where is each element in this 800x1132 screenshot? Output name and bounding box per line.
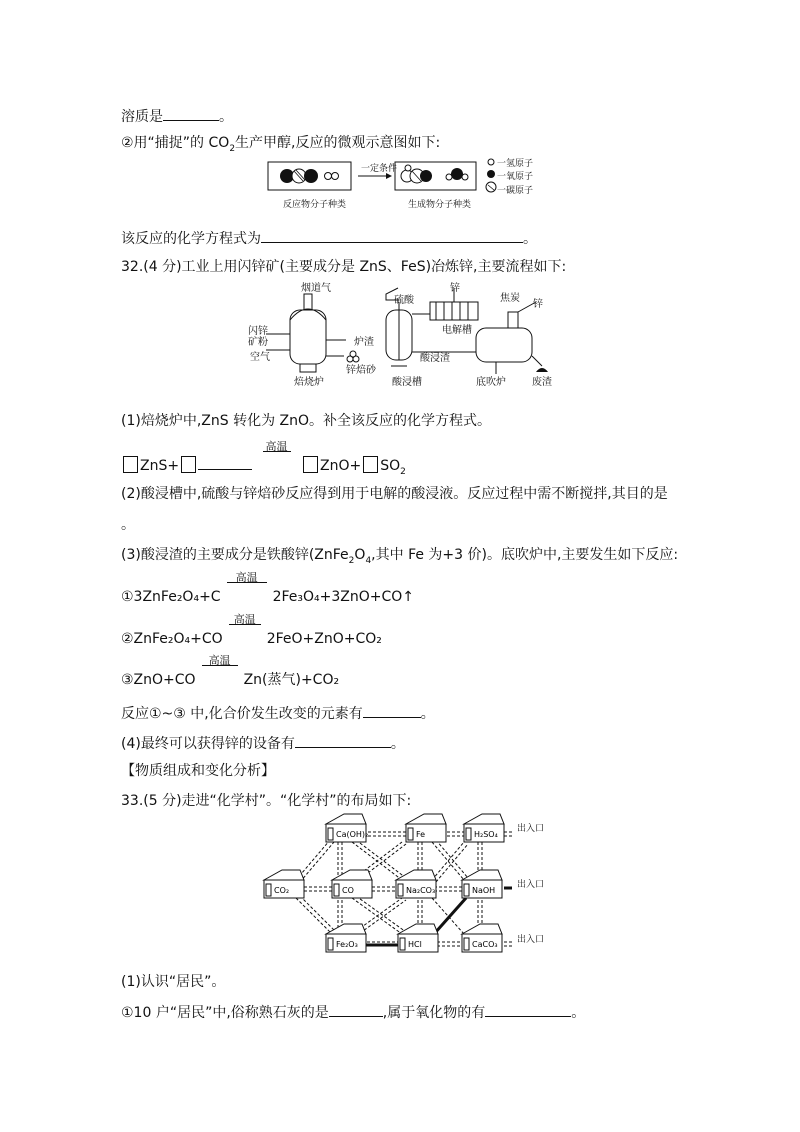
village-house: [396, 870, 436, 898]
q32-part4-text: (4)最终可以获得锌的设备有: [121, 736, 295, 752]
reaction-3: [121, 654, 340, 689]
condition: [223, 613, 267, 643]
solute-text: 溶质是: [121, 109, 163, 125]
flow-label-zinc2: 锌: [533, 299, 543, 310]
house-label: CaCO₃: [472, 940, 498, 949]
answer-blank[interactable]: [163, 106, 219, 121]
answer-blank[interactable]: [363, 703, 421, 718]
exit-label: 出入口: [517, 935, 545, 945]
flow-label-coke: 焦炭: [500, 293, 520, 304]
period: 。: [219, 109, 233, 125]
house-label: CO: [342, 886, 354, 895]
house-label: Fe₂O₃: [336, 940, 358, 949]
condition-label: 高温: [208, 654, 231, 667]
p3-sub2: 4: [365, 555, 372, 566]
reaction-1: [121, 571, 415, 606]
answer-blank[interactable]: [329, 1002, 383, 1017]
condition: [196, 654, 244, 684]
legend-hydrogen: 一氢原子: [497, 159, 534, 169]
p3-a: (3)酸浸渣的主要成分是铁酸锌(ZnFe: [121, 547, 349, 563]
equation-blank[interactable]: [261, 228, 523, 243]
period: 。: [420, 706, 435, 722]
eq-so2: SO: [380, 458, 401, 474]
flow-label-ore: 闪锌矿粉: [248, 326, 268, 348]
exit-label: 出入口: [517, 880, 545, 890]
coef-box[interactable]: [363, 456, 378, 473]
condition-label: 高温: [265, 440, 288, 453]
q32-part4: [121, 733, 405, 753]
flow-label-roaster: 焙烧炉: [294, 377, 324, 388]
legend-carbon: 一碳原子: [497, 186, 534, 196]
item2-text-a: ②用“捕捉”的 CO: [121, 135, 230, 151]
flow-label-fluegas: 烟道气: [301, 283, 331, 294]
house-label: HCl: [408, 940, 422, 949]
item2-sub: 2: [229, 143, 236, 154]
slaked-lime-text: ①10 户“居民”中,俗称熟石灰的是: [121, 1005, 329, 1021]
flow-label-electro: 电解槽: [442, 325, 472, 336]
house-label: H₂SO₄: [474, 830, 498, 839]
item2-text-b: 生产甲醇,反应的微观示意图如下:: [235, 135, 441, 151]
house-label: Fe: [416, 830, 426, 839]
oxide-text: ,属于氧化物的有: [382, 1005, 486, 1021]
left-caption: 反应物分子种类: [283, 200, 347, 210]
flow-label-residue: 酸浸渣: [420, 353, 450, 364]
q32-part2: (2)酸浸槽中,硫酸与锌焙砂反应得到用于电解的酸浸液。反应过程中需不断搅拌,其目的是: [121, 486, 668, 502]
eq-zns: ZnS+: [140, 458, 180, 474]
condition: [257, 440, 297, 470]
flow-label-air: 空气: [250, 352, 270, 363]
exit-label: 出入口: [517, 824, 545, 834]
village-house: [406, 814, 446, 842]
village-house: [264, 870, 304, 898]
condition-label: 高温: [233, 613, 256, 626]
section-heading: 【物质组成和变化分析】: [121, 763, 275, 779]
p3-sub1: 2: [348, 555, 355, 566]
answer-blank[interactable]: [295, 733, 391, 748]
r1-right: 2Fe₃O₄+3ZnO+CO↑: [272, 589, 415, 605]
r3-left: ③ZnO+CO: [121, 672, 196, 688]
eq-zno: ZnO+: [320, 458, 362, 474]
zns-equation: [121, 440, 406, 481]
flow-label-acid: 硫酸: [394, 295, 414, 306]
coef-box[interactable]: [123, 456, 138, 473]
village-house: [464, 814, 504, 842]
r2-right: 2FeO+ZnO+CO₂: [266, 631, 382, 647]
legend-oxygen: 一氧原子: [497, 172, 534, 182]
answer-blank[interactable]: [485, 1002, 571, 1017]
eq-so2-sub: 2: [400, 466, 406, 477]
arrow-label: 一定条件: [361, 164, 398, 174]
house-label: NaOH: [472, 886, 496, 895]
r1-left: ①3ZnFe₂O₄+C: [121, 589, 221, 605]
village-house: [398, 924, 438, 952]
village-house: [462, 924, 502, 952]
equation-prompt: 该反应的化学方程式为: [121, 231, 261, 247]
house-label: Na₂CO₃: [406, 886, 436, 895]
q33-item1: [121, 1002, 585, 1022]
period: 。: [571, 1005, 586, 1021]
period: 。: [523, 231, 537, 247]
q32-part2-end: 。: [121, 517, 135, 533]
village-house: [326, 814, 368, 842]
solute-line: [121, 106, 233, 126]
r2-left: ②ZnFe₂O₄+CO: [121, 631, 223, 647]
q32-part3: [121, 546, 678, 570]
reactant-blank[interactable]: [198, 455, 252, 470]
flow-label-calcine: 锌焙砂: [346, 365, 376, 376]
chemistry-village-diagram: [256, 812, 556, 954]
q32-part1: (1)焙烧炉中,ZnS 转化为 ZnO。补全该反应的化学方程式。: [121, 413, 492, 429]
p3-c: ,其中 Fe 为+3 价)。底吹炉中,主要发生如下反应:: [371, 547, 679, 563]
house-label: CO₂: [274, 886, 290, 895]
valence-change-line: [121, 703, 435, 723]
q31-item2: [121, 134, 440, 158]
q33-part1: (1)认识“居民”。: [121, 974, 226, 990]
condition: [221, 571, 273, 601]
flow-label-leachtank: 酸浸槽: [392, 377, 422, 388]
equation-prompt-line: [121, 228, 537, 248]
flow-label-waste: 废渣: [532, 377, 552, 388]
q32-heading: 32.(4 分)工业上用闪锌矿(主要成分是 ZnS、FeS)冶炼锌,主要流程如下:: [121, 259, 567, 275]
flow-label-slag: 炉渣: [354, 337, 374, 348]
house-label: Ca(OH)₂: [336, 830, 369, 839]
coef-box[interactable]: [181, 456, 196, 473]
flow-label-furnace: 底吹炉: [476, 377, 506, 388]
right-caption: 生成物分子种类: [408, 200, 472, 210]
valence-change-text: 反应①~③ 中,化合价发生改变的元素有: [121, 706, 363, 722]
village-house: [462, 870, 502, 898]
period: 。: [390, 736, 405, 752]
flow-label-zinc1: 锌: [450, 283, 460, 294]
coef-box[interactable]: [303, 456, 318, 473]
p3-b: O: [354, 547, 366, 563]
q33-heading: 33.(5 分)走进“化学村”。“化学村”的布局如下:: [121, 793, 412, 809]
reaction-2: [121, 613, 382, 648]
condition-label: 高温: [235, 571, 258, 584]
r3-right: Zn(蒸气)+CO₂: [243, 672, 340, 688]
